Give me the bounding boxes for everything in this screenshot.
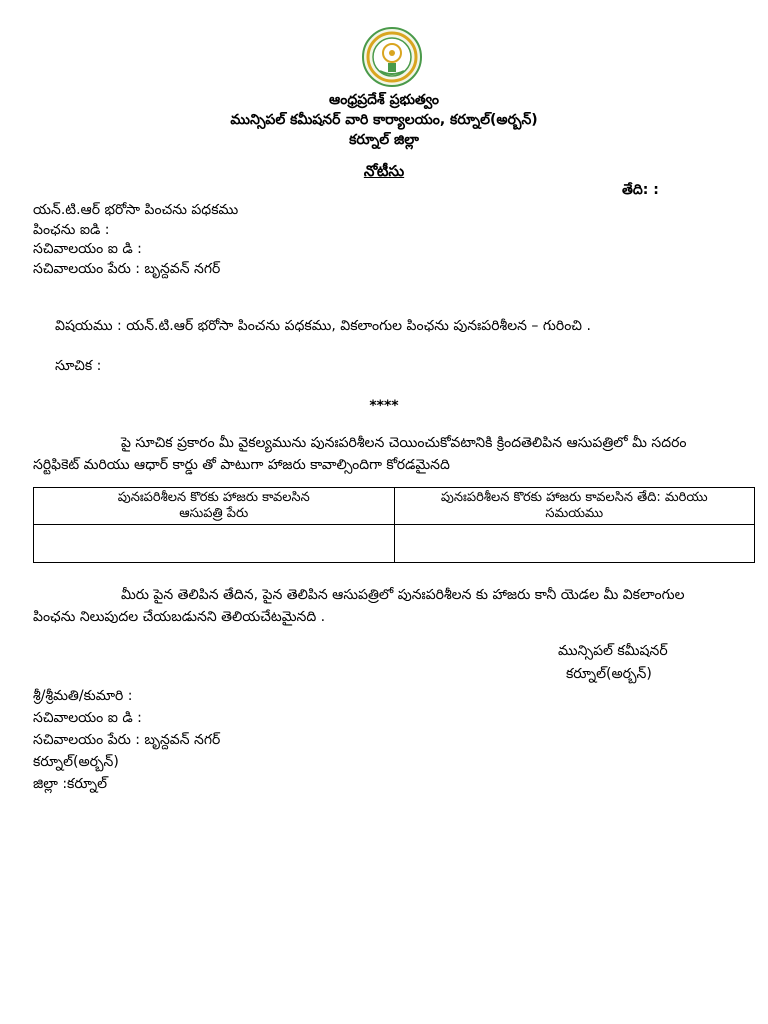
secretariat-name-field: సచివాలయం పేరు : బృన్దవన్ నగర్ [33,261,221,277]
date-time-cell [394,525,755,563]
body-paragraph-2-line-1: మీరు పైన తెలిపిన తేదిన, పైన తెలిపిన ఆసుపత్రిలో పునఃపరిశీలన కు హాజరు కానీ యెడల మీ వికలాంగుల [121,587,685,603]
pension-id-field: పింఛను ఐడి : [33,222,110,238]
recipient-name: శ్రీ/శ్రీమతి/కుమారి : [33,688,133,704]
recipient-secretariat-id: సచివాలయం ఐ డి : [33,710,142,726]
hospital-name-cell [34,525,395,563]
body-paragraph-1 [33,432,733,476]
body-paragraph-2 [33,584,733,628]
signatory-place: కర్నూల్(అర్బన్) [566,666,652,682]
andhra-pradesh-emblem-icon [362,27,422,87]
office-name: మున్సిపల్ కమీషనర్ వారి కార్యాలయం, కర్నూల్(అర్బన్) [230,112,538,128]
column-header-hospital-line-1: పునఃపరిశీలన కొరకు హాజరు కావలసిన [117,490,310,505]
reference-line: సూచిక : [55,358,102,374]
column-header-date-line-2: సమయము [545,506,604,521]
notice-title: నోటీసు [363,162,405,180]
subject-line: విషయము : యన్.టి.ఆర్ భరోసా పించను పధకము, వికలాంగుల పింఛను పునఃపరిశీలన – గురించి . [55,318,591,334]
body-paragraph-1-line-1: పై సూచిక ప్రకారం మీ వైకల్యమును పునఃపరిశీలన చెయించుకోవటానికి క్రిందతెలిపిన ఆసుపత్రిలో మీ సదరం [121,435,687,451]
separator: **** [369,398,399,414]
district-name: కర్నూల్ జిల్లా [349,132,419,148]
secretariat-id-field: సచివాలయం ఐ డి : [33,241,142,257]
government-name: ఆంధ్రప్రదేశ్ ప్రభుత్వం [329,92,439,108]
column-header-hospital-line-2: ఆసుపత్రి పేరు [179,506,249,521]
scheme-name: యన్.టి.ఆర్ భరోసా పించను పధకము [33,202,239,218]
signatory-title: మున్సిపల్ కమీషనర్ [558,643,668,659]
column-header-hospital [34,488,395,525]
recipient-secretariat-name: సచివాలయం పేరు : బృన్దవన్ నగర్ [33,732,221,748]
date-label: తేది: : [622,182,659,198]
recipient-city: కర్నూల్(అర్బన్) [33,754,119,770]
column-header-date-line-1: పునఃపరిశీలన కొరకు హాజరు కావలసిన తేది: మరియు [440,490,708,505]
body-paragraph-2-line-2: పింఛను నిలుపుదల చేయబడునని తెలియచేటమైనది . [33,609,326,625]
body-paragraph-1-line-2: సర్టిఫికెట్ మరియు ఆధార్ కార్డు తో పాటుగా హాజరు కావాల్సిందిగా కోరడమైనది [33,457,450,473]
recipient-district: జిల్లా :కర్నూల్ [33,776,108,792]
column-header-date-time [394,488,755,525]
verification-table [33,487,755,563]
